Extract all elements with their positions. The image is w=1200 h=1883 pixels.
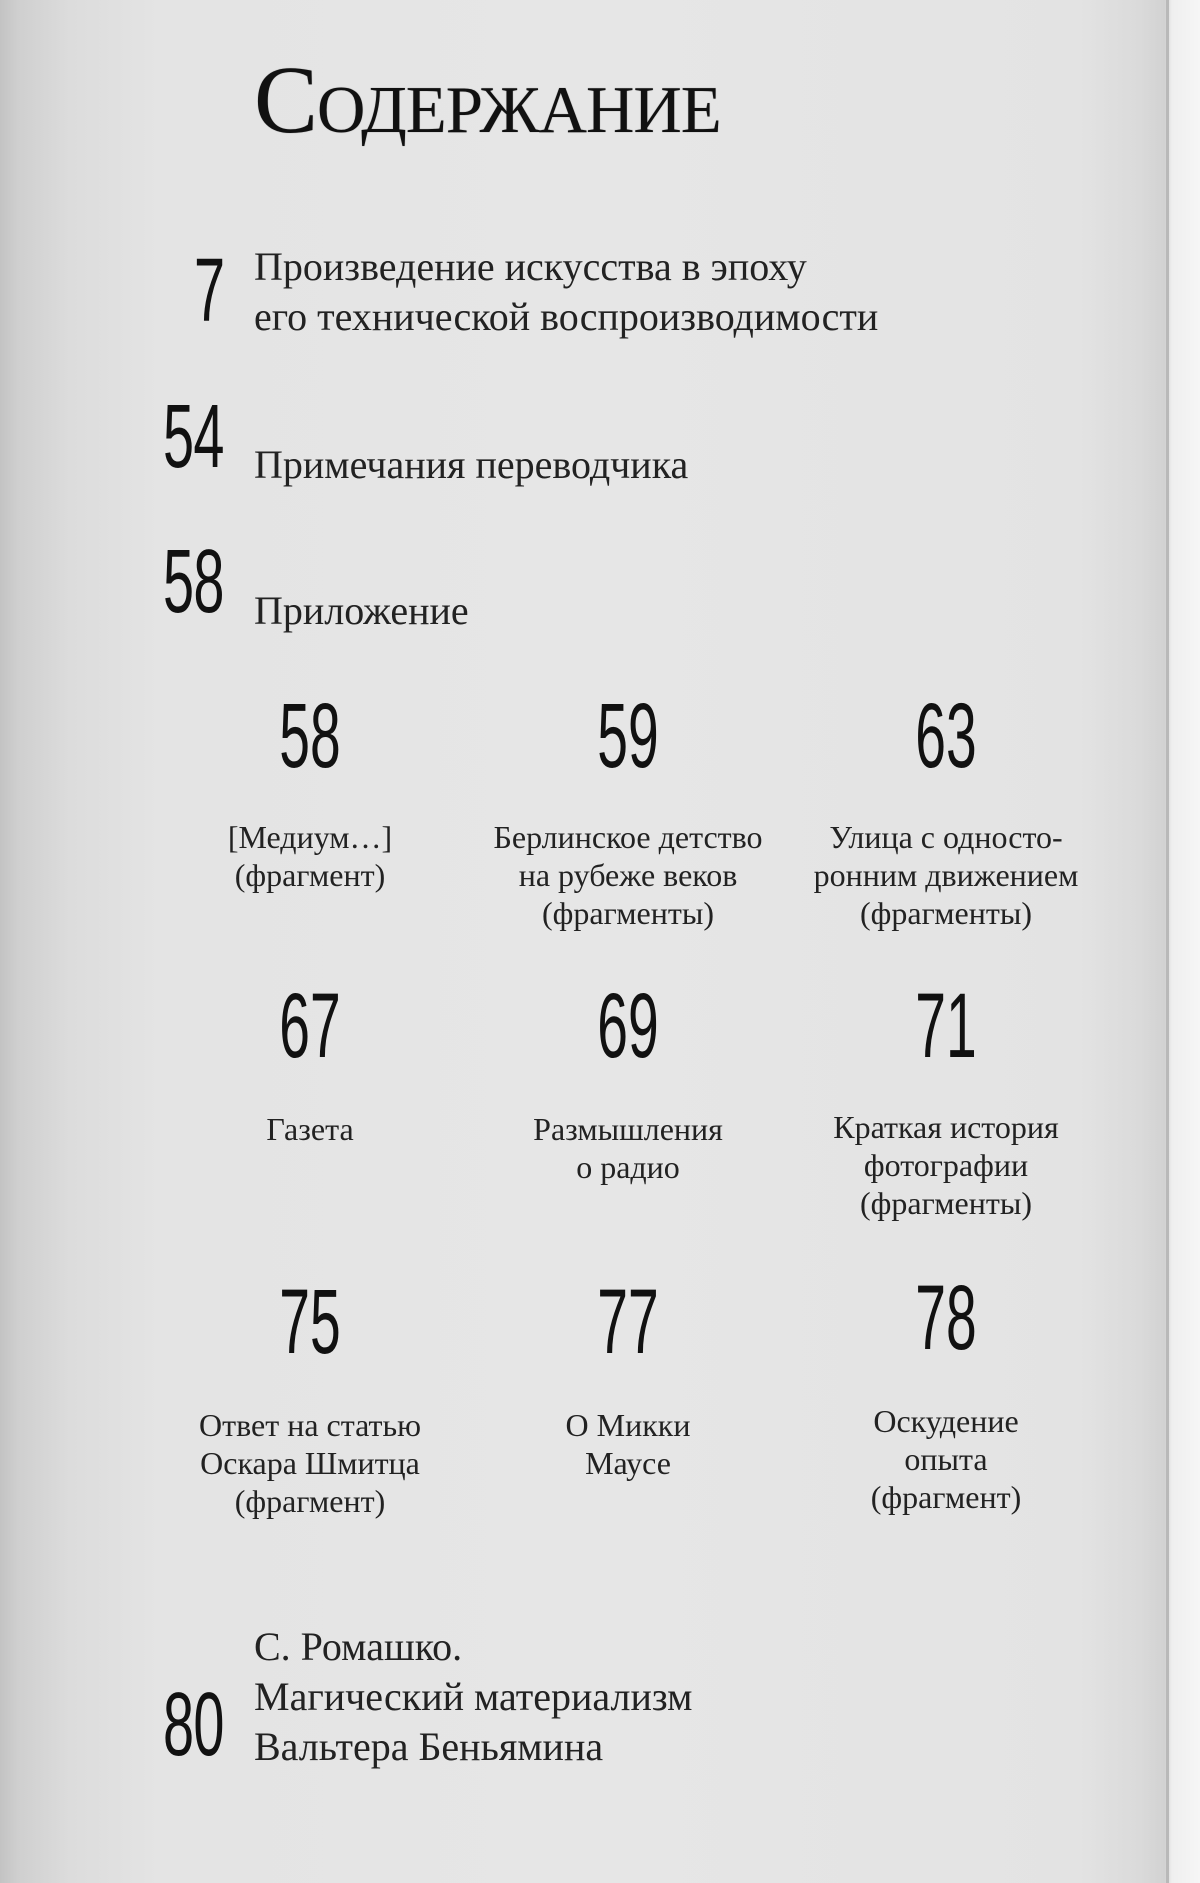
appendix-item-title: Краткая история фотографии (фрагменты)	[833, 1109, 1059, 1221]
appendix-page-number: 59	[597, 685, 659, 787]
appendix-item-title: Размышления о радио	[533, 1111, 723, 1185]
toc-page-number: 58	[163, 532, 224, 632]
appendix-item-title: Ответ на статью Оскара Шмитца (фрагмент)	[199, 1407, 421, 1519]
appendix-page-number: 58	[279, 685, 341, 787]
appendix-page-number: 78	[915, 1267, 977, 1369]
appendix-page-number: 77	[597, 1271, 659, 1373]
appendix-page-number: 71	[915, 975, 977, 1077]
toc-entry-title: Примечания переводчика	[254, 442, 689, 487]
appendix-item-title: О Микки Маусе	[565, 1407, 691, 1481]
appendix-item-title: Оскудение опыта (фрагмент)	[870, 1403, 1022, 1515]
page-title: Содержание	[254, 46, 721, 153]
toc-page-number: 7	[194, 241, 225, 341]
appendix-item-title: [Медиум…] (фрагмент)	[227, 819, 393, 893]
appendix-item-title: Газета	[266, 1111, 354, 1147]
toc-page-number: 80	[163, 1675, 224, 1775]
toc-entry-title: Произведение искусства в эпоху его технической воспроизводимости	[254, 244, 879, 339]
toc-entry-title: С. Ромашко. Магический материализм Вальтера Беньямина	[254, 1624, 693, 1769]
toc-entry-title: Приложение	[254, 588, 469, 633]
toc-page-number: 54	[163, 387, 224, 487]
appendix-page-number: 75	[279, 1271, 341, 1373]
appendix-item-title: Улица с односто- ронним движением (фрагменты)	[813, 819, 1079, 931]
appendix-page-number: 67	[279, 975, 341, 1077]
appendix-item-title: Берлинское детство на рубеже веков (фрагменты)	[493, 819, 763, 931]
appendix-page-number: 69	[597, 975, 659, 1077]
appendix-page-number: 63	[915, 685, 977, 787]
